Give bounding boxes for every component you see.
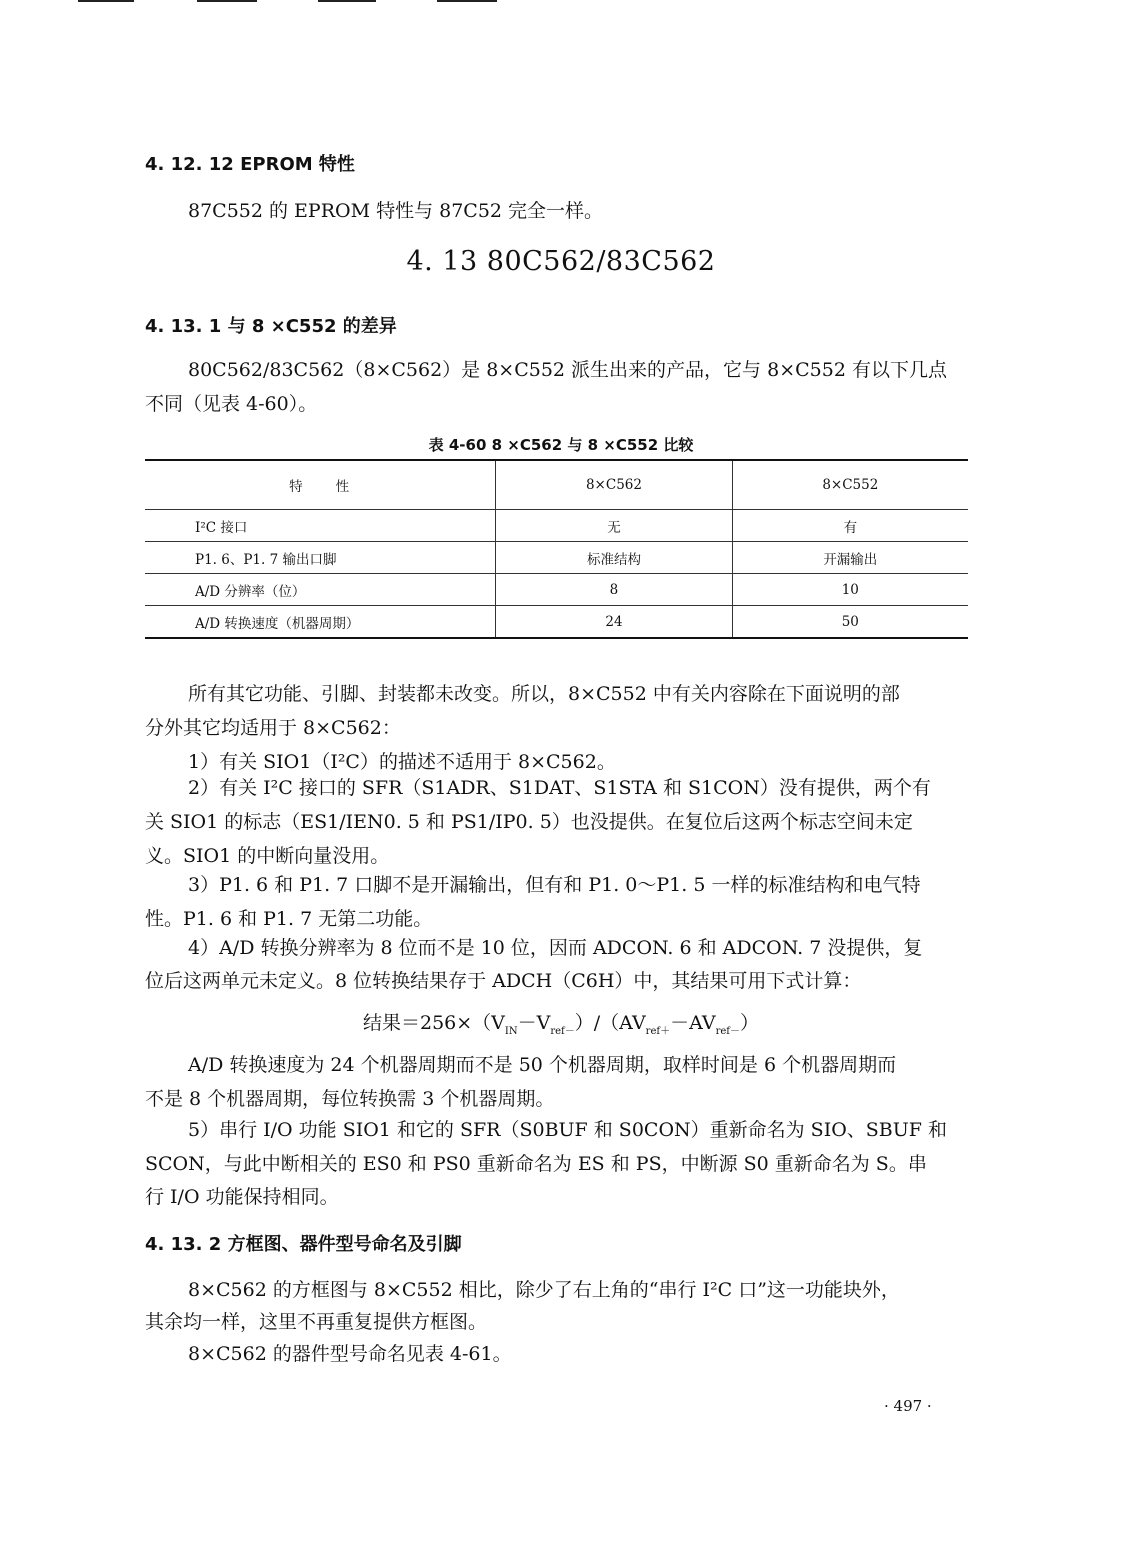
formula-subscript: ref－ bbox=[550, 1025, 575, 1037]
table-cell: 标准结构 bbox=[496, 542, 732, 574]
table-row bbox=[145, 510, 968, 542]
paragraph-line: 其余均一样，这里不再重复提供方框图。 bbox=[145, 1311, 488, 1333]
paragraph-line: 8×C562 的方框图与 8×C552 相比，除少了右上角的“串行 I²C 口”这一功能块外， bbox=[188, 1279, 900, 1301]
table-cell: A/D 转换速度（机器周期） bbox=[145, 606, 496, 639]
list-item-5-line1: 5）串行 I/O 功能 SIO1 和它的 SFR（S0BUF 和 S0CON）重新命名为 SIO、SBUF 和 bbox=[188, 1119, 947, 1141]
table-cell: 8 bbox=[496, 574, 732, 606]
page-number: · 497 · bbox=[884, 1397, 932, 1415]
paragraph-intro-line2: 不同（见表 4-60）。 bbox=[145, 393, 318, 415]
list-item-3-line1: 3）P1. 6 和 P1. 7 口脚不是开漏输出，但有和 P1. 0～P1. 5 一样的标准结构和电气特 bbox=[188, 874, 921, 896]
paragraph-line: 所有其它功能、引脚、封装都未改变。所以，8×C552 中有关内容除在下面说明的部 bbox=[188, 683, 900, 705]
list-item-1: 1）有关 SIO1（I²C）的描述不适用于 8×C562。 bbox=[188, 751, 616, 773]
paragraph-eprom: 87C552 的 EPROM 特性与 87C52 完全一样。 bbox=[188, 200, 604, 222]
list-item-4-line2: 位后这两单元未定义。8 位转换结果存于 ADCH（C6H）中，其结果可用下式计算： bbox=[145, 970, 862, 992]
paragraph-intro-line1: 80C562/83C562（8×C562）是 8×C552 派生出来的产品，它与 8×C552 有以下几点 bbox=[188, 359, 947, 381]
scan-mark bbox=[437, 0, 497, 2]
table-cell: A/D 分辨率（位） bbox=[145, 574, 496, 606]
section-heading-4-13-2: 4. 13. 2 方框图、器件型号命名及引脚 bbox=[145, 1234, 462, 1255]
formula-text: －V bbox=[517, 1012, 551, 1034]
formula bbox=[0, 1008, 1122, 1037]
table-cell: 50 bbox=[732, 606, 968, 639]
paragraph-line: 分外其它均适用于 8×C562： bbox=[145, 717, 401, 739]
list-item-5-line3: 行 I/O 功能保持相同。 bbox=[145, 1186, 339, 1208]
formula-subscript: ref＋ bbox=[645, 1025, 671, 1037]
formula-text: 结果＝256×（V bbox=[363, 1012, 505, 1034]
table-cell: 10 bbox=[732, 574, 968, 606]
formula-text: ）/（AV bbox=[574, 1012, 646, 1034]
table-cell: 开漏输出 bbox=[732, 542, 968, 574]
formula-text: ） bbox=[739, 1012, 759, 1034]
table-cell: 无 bbox=[496, 510, 732, 542]
section-heading-4-13-1: 4. 13. 1 与 8 ×C552 的差异 bbox=[145, 316, 397, 337]
table-cell: I²C 接口 bbox=[145, 510, 496, 542]
scan-mark bbox=[78, 0, 134, 2]
table-header-cell: 特 性 bbox=[145, 460, 496, 510]
formula-text: －AV bbox=[670, 1012, 716, 1034]
list-item-4-line1: 4）A/D 转换分辨率为 8 位而不是 10 位，因而 ADCON. 6 和 ADCON. 7 没提供，复 bbox=[188, 937, 923, 959]
table-cell: 有 bbox=[732, 510, 968, 542]
comparison-table bbox=[145, 459, 968, 639]
paragraph-line: 8×C562 的器件型号命名见表 4-61。 bbox=[188, 1343, 512, 1365]
list-item-2-line2: 关 SIO1 的标志（ES1/IEN0. 5 和 PS1/IP0. 5）也没提供。在复位后这两个标志空间未定 bbox=[145, 811, 913, 833]
table-row bbox=[145, 606, 968, 639]
paragraph-speed-line2: 不是 8 个机器周期，每位转换需 3 个机器周期。 bbox=[145, 1088, 555, 1110]
table-cell: P1. 6、P1. 7 输出口脚 bbox=[145, 542, 496, 574]
list-item-3-line2: 性。P1. 6 和 P1. 7 无第二功能。 bbox=[145, 908, 433, 930]
list-item-2-line1: 2）有关 I²C 接口的 SFR（S1ADR、S1DAT、S1STA 和 S1CON）没有提供，两个有 bbox=[188, 777, 931, 799]
table-header-cell: 8×C552 bbox=[732, 460, 968, 510]
table-row bbox=[145, 542, 968, 574]
section-heading-4-12-12: 4. 12. 12 EPROM 特性 bbox=[145, 154, 355, 175]
table-header-cell: 8×C562 bbox=[496, 460, 732, 510]
table-row bbox=[145, 574, 968, 606]
scan-mark bbox=[318, 0, 376, 2]
table-caption: 表 4-60 8 ×C562 与 8 ×C552 比较 bbox=[428, 436, 694, 454]
list-item-5-line2: SCON，与此中断相关的 ES0 和 PS0 重新命名为 ES 和 PS，中断源 S0 重新命名为 S。串 bbox=[145, 1153, 927, 1175]
list-item-2-line3: 义。SIO1 的中断向量没用。 bbox=[145, 845, 390, 867]
formula-subscript: ref－ bbox=[715, 1025, 740, 1037]
section-heading-4-13: 4. 13 80C562/83C562 bbox=[406, 246, 716, 277]
paragraph-speed-line1: A/D 转换速度为 24 个机器周期而不是 50 个机器周期，取样时间是 6 个机器周期而 bbox=[188, 1054, 897, 1076]
formula-subscript: IN bbox=[504, 1025, 518, 1037]
scan-mark bbox=[197, 0, 257, 2]
table-cell: 24 bbox=[496, 606, 732, 639]
table-header-row bbox=[145, 460, 968, 510]
